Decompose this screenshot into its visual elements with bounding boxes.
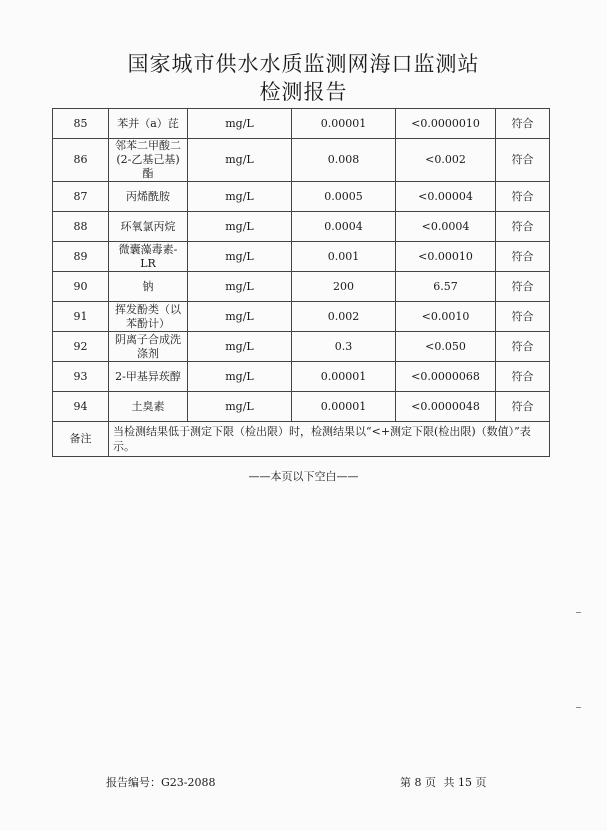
report-subtitle: 检测报告: [259, 80, 348, 104]
cell-result: <0.002: [396, 139, 496, 182]
cell-no: 89: [53, 242, 109, 272]
cell-no: 90: [53, 272, 109, 302]
blank-notice: ——本页以下空白——: [248, 470, 359, 483]
cell-judge: 符合: [496, 302, 550, 332]
cell-item: 钠: [109, 272, 188, 302]
cell-item: 环氧氯丙烷: [109, 212, 188, 242]
table-row: [53, 302, 550, 332]
cell-judge: 符合: [496, 272, 550, 302]
cell-item: 苯并（a）芘: [109, 109, 188, 139]
cell-limit: 0.0004: [292, 212, 396, 242]
cell-result: <0.0000048: [396, 392, 496, 422]
cell-unit: mg/L: [188, 302, 292, 332]
cell-result: <0.0010: [396, 302, 496, 332]
table-row: [53, 182, 550, 212]
cell-result: <0.050: [396, 332, 496, 362]
table-row: [53, 109, 550, 139]
cell-no: 85: [53, 109, 109, 139]
cell-limit: 0.00001: [292, 362, 396, 392]
cell-limit: 0.008: [292, 139, 396, 182]
cell-unit: mg/L: [188, 392, 292, 422]
table-row: [53, 332, 550, 362]
table-row: [53, 212, 550, 242]
cell-unit: mg/L: [188, 272, 292, 302]
cell-item: 阴离子合成洗涤剂: [109, 332, 188, 362]
cell-no: 88: [53, 212, 109, 242]
table-row: [53, 139, 550, 182]
cell-judge: 符合: [496, 362, 550, 392]
cell-limit: 0.0005: [292, 182, 396, 212]
margin-mark: [576, 612, 581, 613]
cell-result: 6.57: [396, 272, 496, 302]
cell-unit: mg/L: [188, 139, 292, 182]
cell-no: 86: [53, 139, 109, 182]
note-text: 当检测结果低于测定下限（检出限）时，检测结果以“<+测定下限(检出限)（数值）”表示。: [109, 422, 550, 457]
report-number: 报告编号：G23-2088: [106, 776, 216, 789]
cell-judge: 符合: [496, 109, 550, 139]
cell-result: <0.0000068: [396, 362, 496, 392]
cell-no: 94: [53, 392, 109, 422]
cell-item: 丙烯酰胺: [109, 182, 188, 212]
cell-judge: 符合: [496, 392, 550, 422]
cell-no: 93: [53, 362, 109, 392]
table-row: [53, 392, 550, 422]
cell-no: 91: [53, 302, 109, 332]
cell-judge: 符合: [496, 242, 550, 272]
cell-judge: 符合: [496, 139, 550, 182]
cell-result: <0.0004: [396, 212, 496, 242]
note-row: [53, 422, 550, 457]
results-table: [52, 108, 550, 457]
cell-no: 92: [53, 332, 109, 362]
cell-limit: 0.002: [292, 302, 396, 332]
cell-limit: 200: [292, 272, 396, 302]
cell-unit: mg/L: [188, 182, 292, 212]
cell-unit: mg/L: [188, 109, 292, 139]
cell-judge: 符合: [496, 212, 550, 242]
page-total: 共 15 页: [443, 776, 487, 789]
margin-mark: [576, 707, 581, 708]
cell-unit: mg/L: [188, 242, 292, 272]
cell-item: 挥发酚类（以苯酚计）: [109, 302, 188, 332]
page-current: 第 8 页: [400, 776, 436, 789]
cell-judge: 符合: [496, 182, 550, 212]
cell-unit: mg/L: [188, 362, 292, 392]
cell-unit: mg/L: [188, 212, 292, 242]
cell-no: 87: [53, 182, 109, 212]
table-row: [53, 362, 550, 392]
cell-result: <0.0000010: [396, 109, 496, 139]
cell-item: 邻苯二甲酸二(2-乙基己基)酯: [109, 139, 188, 182]
cell-judge: 符合: [496, 332, 550, 362]
cell-limit: 0.3: [292, 332, 396, 362]
note-label: 备注: [53, 422, 109, 457]
report-title: 国家城市供水水质监测网海口监测站: [127, 52, 480, 76]
table-row: [53, 272, 550, 302]
cell-limit: 0.00001: [292, 109, 396, 139]
page-indicator: [400, 774, 491, 790]
cell-item: 2-甲基异莰醇: [109, 362, 188, 392]
cell-limit: 0.001: [292, 242, 396, 272]
cell-limit: 0.00001: [292, 392, 396, 422]
table-row: [53, 242, 550, 272]
cell-result: <0.00004: [396, 182, 496, 212]
cell-item: 微囊藻毒素-LR: [109, 242, 188, 272]
cell-item: 土臭素: [109, 392, 188, 422]
cell-unit: mg/L: [188, 332, 292, 362]
cell-result: <0.00010: [396, 242, 496, 272]
